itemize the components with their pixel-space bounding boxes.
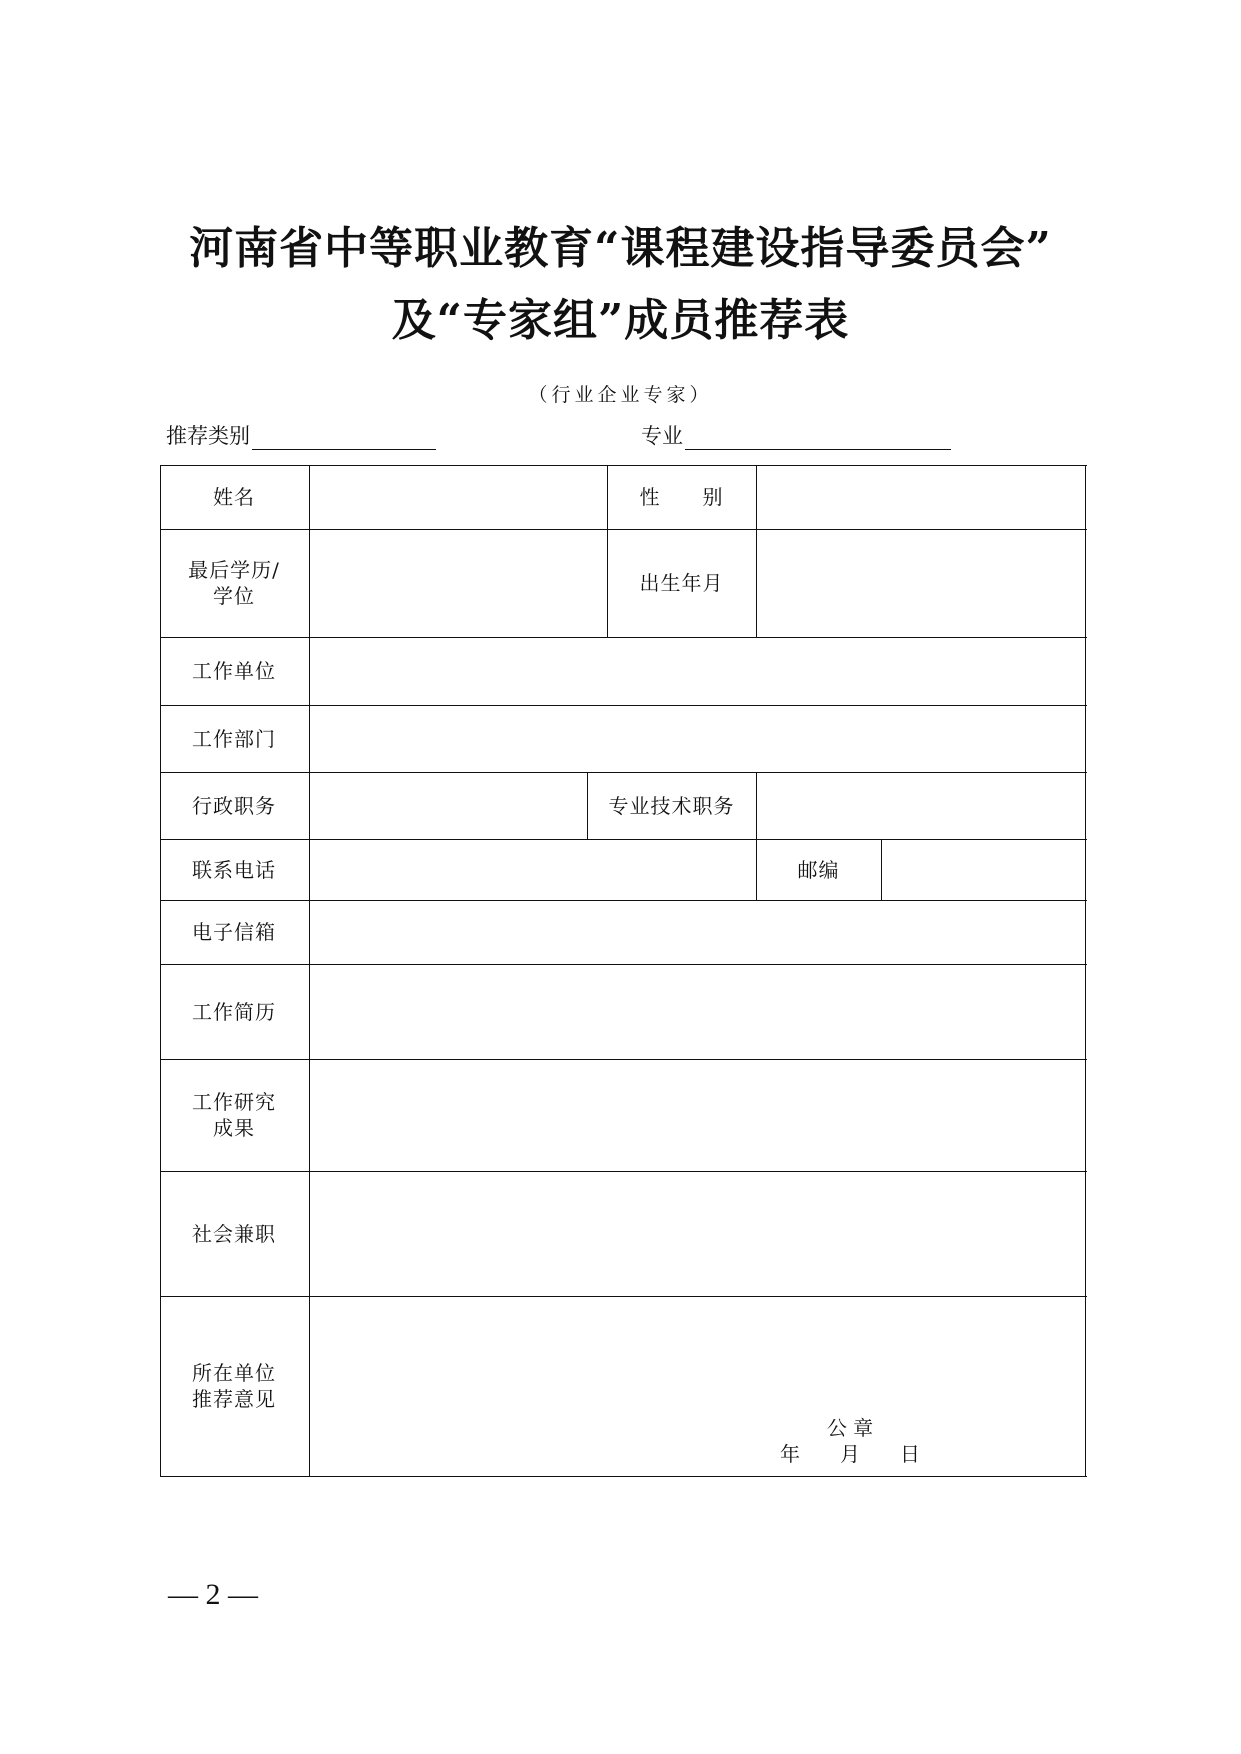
date-label: 年 月 日 <box>780 1442 920 1466</box>
work-history-input[interactable] <box>309 964 1085 1059</box>
major-field <box>641 420 951 450</box>
tech-position-label: 专业技术职务 <box>608 793 735 818</box>
tech-position-input[interactable] <box>756 772 1085 839</box>
social-input[interactable] <box>309 1171 1085 1296</box>
category-blank[interactable] <box>252 425 436 450</box>
education-input[interactable] <box>309 529 607 637</box>
birth-input[interactable] <box>756 529 1085 637</box>
major-label: 专业 <box>641 424 683 448</box>
employer-input[interactable] <box>309 637 1085 705</box>
form-subtitle: （行业企业专家） <box>528 384 713 406</box>
email-label: 电子信箱 <box>192 920 276 944</box>
postcode-label: 邮编 <box>797 857 840 882</box>
research-label: 工作研究成果 <box>192 1090 276 1140</box>
gender-label: 性 别 <box>639 485 724 509</box>
postcode-input[interactable] <box>881 839 1085 900</box>
employer-label: 工作单位 <box>192 659 276 683</box>
page-number: — 2 — <box>168 1578 258 1611</box>
gender-input[interactable] <box>756 465 1085 529</box>
department-input[interactable] <box>309 705 1085 772</box>
category-field <box>166 420 436 450</box>
admin-position-input[interactable] <box>309 772 587 839</box>
name-input[interactable] <box>309 465 607 529</box>
recommendation-input[interactable] <box>309 1296 1085 1476</box>
phone-input[interactable] <box>309 839 756 900</box>
email-input[interactable] <box>309 900 1085 964</box>
department-label: 工作部门 <box>192 726 276 751</box>
major-blank[interactable] <box>685 425 951 450</box>
admin-position-label: 行政职务 <box>192 793 276 818</box>
work-history-label: 工作简历 <box>192 999 276 1024</box>
form-title-line2: 及“专家组”成员推荐表 <box>391 295 850 346</box>
seal-label: 公 章 <box>826 1416 874 1440</box>
category-label: 推荐类别 <box>166 424 250 448</box>
research-input[interactable] <box>309 1059 1085 1171</box>
recommendation-form-table <box>160 465 1087 1478</box>
form-title-line1: 河南省中等职业教育“课程建设指导委员会” <box>189 223 1052 274</box>
name-label: 姓名 <box>213 485 255 509</box>
social-label: 社会兼职 <box>192 1221 276 1246</box>
recommendation-label: 所在单位推荐意见 <box>192 1361 276 1411</box>
phone-label: 联系电话 <box>192 857 276 882</box>
education-label: 最后学历/学位 <box>188 558 280 608</box>
birth-label: 出生年月 <box>639 571 724 595</box>
